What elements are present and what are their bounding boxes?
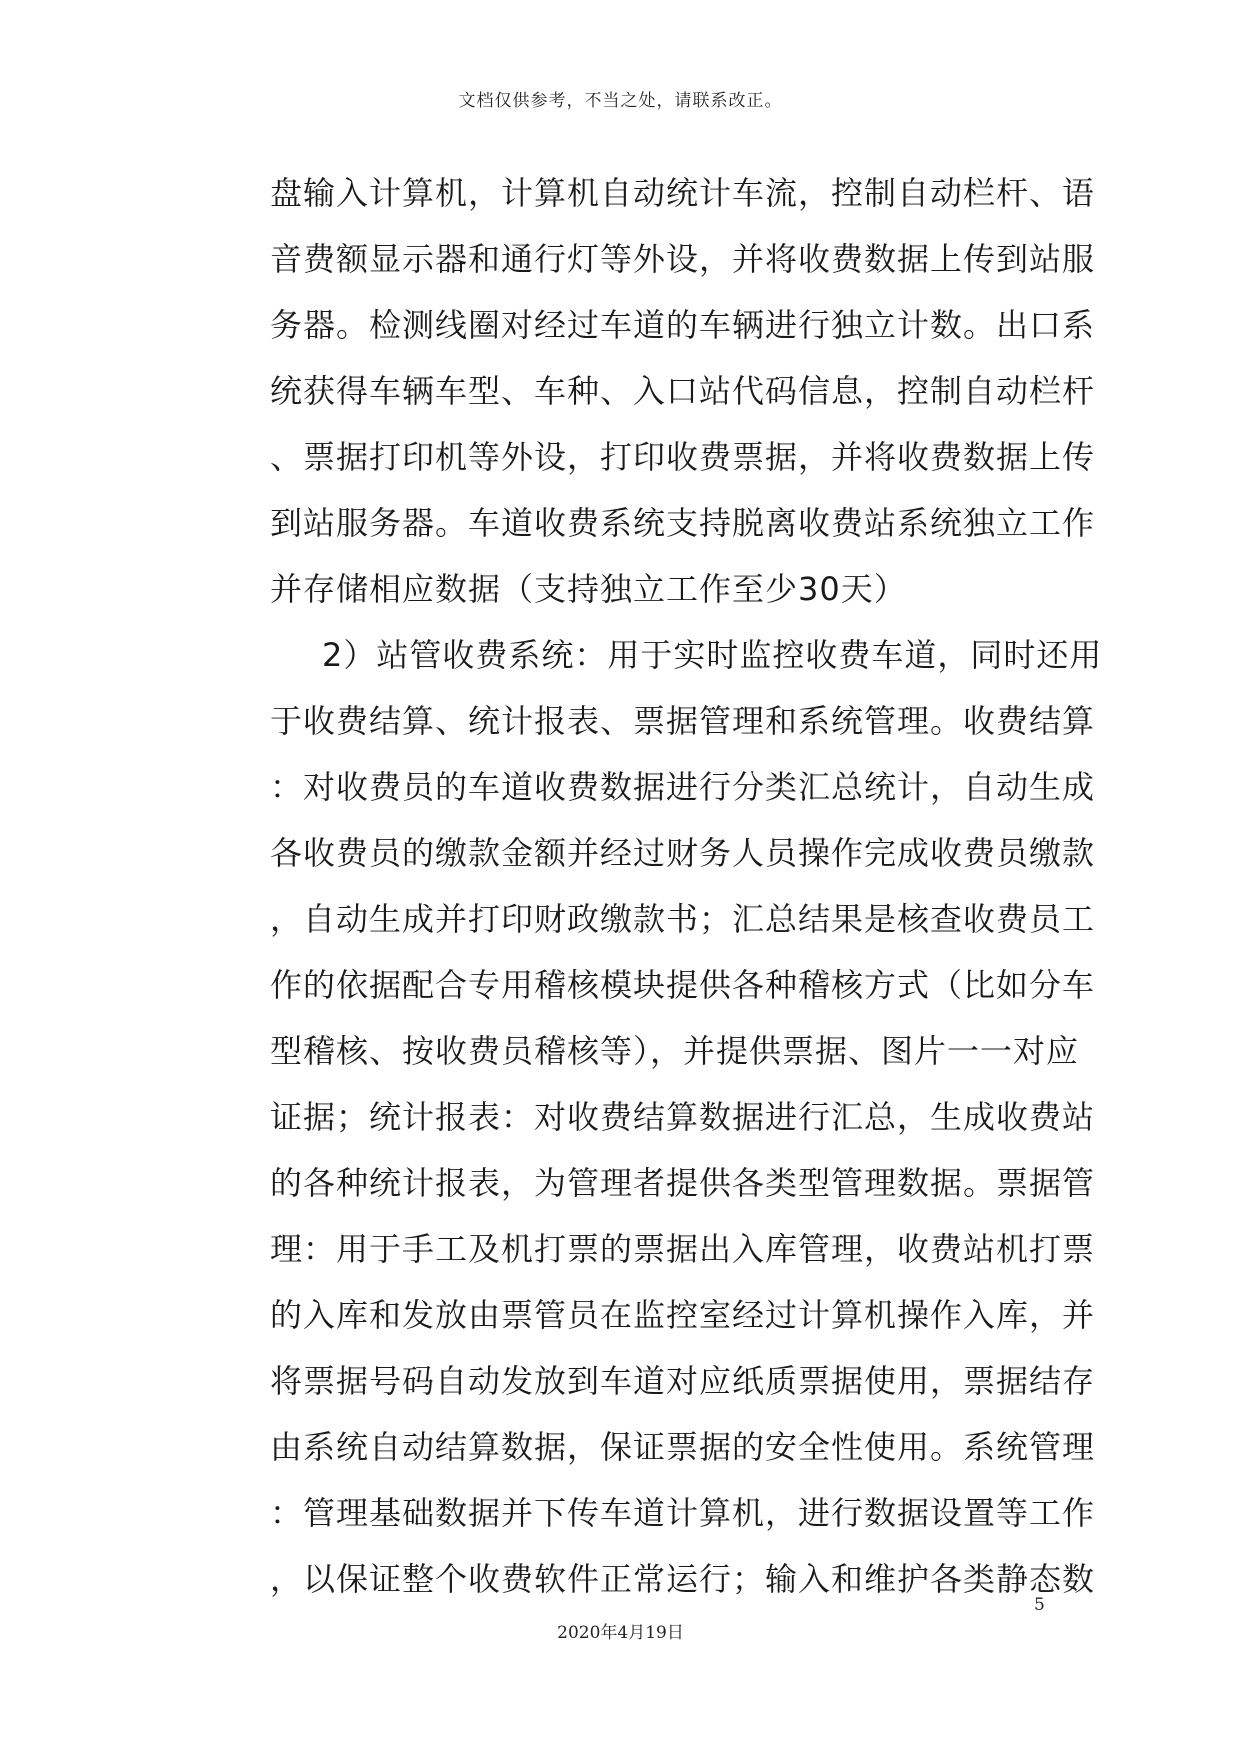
body-line: 并存储相应数据（支持独立工作至少30天）: [270, 570, 907, 608]
body-line: 证据；统计报表：对收费结算数据进行汇总，生成收费站: [270, 1098, 1096, 1136]
body-line: 务器。检测线圈对经过车道的车辆进行独立计数。出口系: [270, 306, 1096, 344]
page-number: 5: [1034, 1595, 1045, 1615]
body-line: 于收费结算、统计报表、票据管理和系统管理。收费结算: [270, 702, 1096, 740]
body-line: 的入库和发放由票管员在监控室经过计算机操作入库，并: [270, 1296, 1096, 1334]
body-line: 将票据号码自动发放到车道对应纸质票据使用，票据结存: [270, 1362, 1096, 1400]
body-line: ，以保证整个收费软件正常运行；输入和维护各类静态数: [270, 1560, 1096, 1598]
body-line: 作的依据配合专用稽核模块提供各种稽核方式（比如分车: [270, 966, 1096, 1004]
body-line: ，自动生成并打印财政缴款书；汇总结果是核查收费员工: [270, 900, 1096, 938]
body-line: 盘输入计算机，计算机自动统计车流，控制自动栏杆、语: [270, 174, 1096, 212]
footer-date: 2020年4月19日: [557, 1623, 684, 1643]
body-line: 理：用于手工及机打票的票据出入库管理，收费站机打票: [270, 1230, 1096, 1268]
body-text: [270, 160, 1103, 1612]
body-line: 到站服务器。车道收费系统支持脱离收费站系统独立工作: [270, 504, 1096, 542]
body-line: 的各种统计报表，为管理者提供各类型管理数据。票据管: [270, 1164, 1096, 1202]
body-line-indented: 2）站管收费系统：用于实时监控收费车道，同时还用: [322, 636, 1103, 674]
header-note: 文档仅供参考，不当之处，请联系改正。: [458, 91, 783, 111]
body-line: 、票据打印机等外设，打印收费票据，并将收费数据上传: [270, 438, 1096, 476]
body-line: 统获得车辆车型、车种、入口站代码信息，控制自动栏杆: [270, 372, 1096, 410]
body-line: 型稽核、按收费员稽核等），并提供票据、图片一一对应: [270, 1032, 1080, 1070]
body-line: 音费额显示器和通行灯等外设，并将收费数据上传到站服: [270, 240, 1096, 278]
body-line: 各收费员的缴款金额并经过财务人员操作完成收费员缴款: [270, 834, 1096, 872]
body-line: 由系统自动结算数据，保证票据的安全性使用。系统管理: [270, 1428, 1096, 1466]
body-line: ：对收费员的车道收费数据进行分类汇总统计，自动生成: [270, 768, 1096, 806]
body-line: ：管理基础数据并下传车道计算机，进行数据设置等工作: [270, 1494, 1096, 1532]
